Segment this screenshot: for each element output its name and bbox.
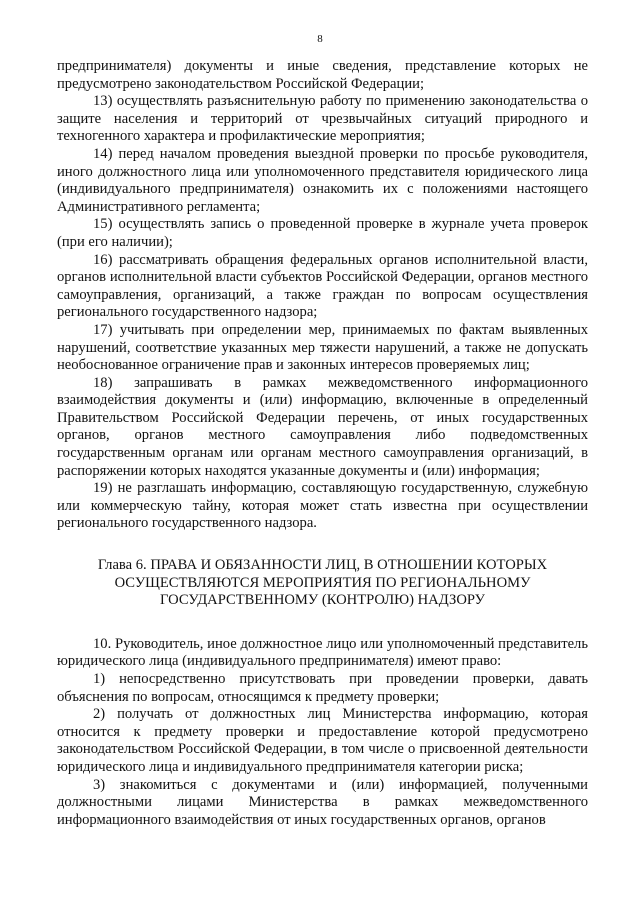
paragraph: предпринимателя) документы и иные сведения, представление которых не предусмотрено законодательством Российской Федерации;	[57, 58, 588, 92]
chapter-heading	[57, 557, 588, 610]
chapter-heading-line: ОСУЩЕСТВЛЯЮТСЯ МЕРОПРИЯТИЯ ПО РЕГИОНАЛЬНОМУ	[114, 574, 531, 591]
paragraph: 2) получать от должностных лиц Министерства информацию, которая относится к предмету проверки и предоставление которой предусмотрено законодательством Российской Федерации, в том числе о присвоенной деятельности юридического лица и индивидуального предпринимателя категории риска;	[57, 706, 588, 775]
paragraph: 1) непосредственно присутствовать при проведении проверки, давать объяснения по вопросам, относящимся к предмету проверки;	[57, 671, 588, 705]
paragraph: 13) осуществлять разъяснительную работу по применению законодательства о защите населения и территорий от чрезвычайных ситуаций природного и техногенного характера и профилактические мероприятия;	[57, 93, 588, 145]
paragraph: 14) перед началом проведения выездной проверки по просьбе руководителя, иного должностного лица или уполномоченного представителя юридического лица (индивидуального предпринимателя) ознакомить их с положениями настоящего Административного регламента;	[57, 145, 588, 215]
chapter-heading-line: ГОСУДАРСТВЕННОМУ (КОНТРОЛЮ) НАДЗОРУ	[160, 592, 485, 609]
page-number: 8	[317, 33, 323, 45]
paragraph: 18) запрашивать в рамках межведомственного информационного взаимодействия документы и (или) информацию, включенные в определенный Правительством Российской Федерации перечень, от иных государственных органов, органов местного самоуправления либо подведомственных государственным органам или органам местного самоуправления организаций, в распоряжении которых находятся указанные документы и (или) информация;	[57, 374, 588, 479]
paragraph: 16) рассматривать обращения федеральных органов исполнительной власти, органов исполнительной власти субъектов Российской Федерации, органов местного самоуправления, организаций, а также граждан по вопросам осуществления регионального государственного надзора;	[57, 251, 588, 321]
chapter-heading-line: Глава 6. ПРАВА И ОБЯЗАННОСТИ ЛИЦ, В ОТНОШЕНИИ КОТОРЫХ	[97, 557, 548, 574]
paragraph: 17) учитывать при определении мер, принимаемых по фактам выявленных нарушений, соответствие указанных мер тяжести нарушений, а также не допускать необоснованное ограничение прав и законных интересов проверяемых лиц;	[57, 321, 588, 374]
paragraph: 15) осуществлять запись о проведенной проверке в журнале учета проверок (при его наличии);	[57, 216, 588, 250]
paragraph-list-bottom	[57, 636, 588, 830]
paragraph-list-top	[57, 58, 588, 533]
paragraph: 10. Руководитель, иное должностное лицо или уполномоченный представитель юридического лица (индивидуального предпринимателя) имеют право:	[57, 635, 588, 670]
document-body	[57, 58, 588, 829]
paragraph: 19) не разглашать информацию, составляющую государственную, служебную или коммерческую тайну, которая может стать известна при осуществлении регионального государственного надзора.	[57, 480, 588, 532]
paragraph: 3) знакомиться с документами и (или) информацией, полученными должностными лицами Министерства в рамках межведомственного информационного взаимодействия от иных государственных органов, органов	[57, 776, 588, 828]
